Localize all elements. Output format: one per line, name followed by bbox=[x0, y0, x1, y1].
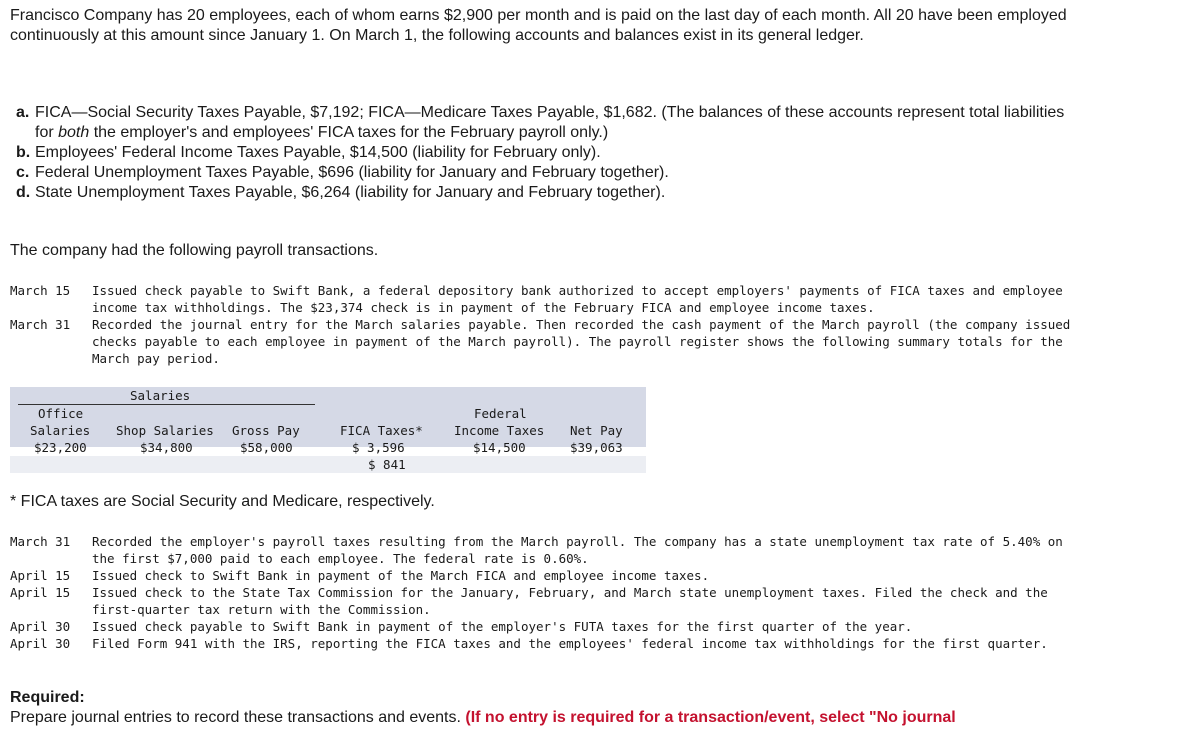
balance-item-a bbox=[16, 103, 1076, 143]
transaction-date: March 15 bbox=[10, 283, 71, 298]
federal-income-taxes-value: $14,500 bbox=[473, 440, 526, 455]
transactions-list-2 bbox=[10, 533, 1080, 652]
balance-item-b bbox=[16, 143, 1076, 163]
transactions-list-1 bbox=[10, 282, 1080, 367]
required-instruction-note: (If no entry is required for a transaction/event, select "No journal bbox=[465, 709, 956, 726]
transaction-row bbox=[10, 533, 1080, 567]
fica-medicare-value: $ 841 bbox=[368, 457, 406, 472]
table-header-band bbox=[10, 387, 646, 447]
col-shop-header: Shop Salaries bbox=[116, 423, 214, 438]
required-label: Required: bbox=[10, 689, 85, 706]
balance-item-d bbox=[16, 183, 1076, 203]
transaction-text: Recorded the employer's payroll taxes resulting from the March payroll. The company has a state unemployment tax rate of 5.40% on the first $7,000 paid to each employee. The federal rate is 0.60%. bbox=[92, 534, 1063, 566]
table-footnote: * FICA taxes are Social Security and Medicare, respectively. bbox=[10, 493, 435, 510]
transactions-intro: The company had the following payroll transactions. bbox=[10, 242, 379, 259]
item-text: Federal Unemployment Taxes Payable, $696 (liability for January and February together). bbox=[35, 164, 669, 181]
transaction-text: Issued check to Swift Bank in payment of the March FICA and employee income taxes. bbox=[92, 568, 710, 583]
col-office-header-2: Salaries bbox=[30, 423, 91, 438]
col-net-header: Net Pay bbox=[570, 423, 623, 438]
col-gross-header: Gross Pay bbox=[232, 423, 300, 438]
col-federal-header-2: Income Taxes bbox=[454, 423, 545, 438]
net-pay-value: $39,063 bbox=[570, 440, 623, 455]
transaction-date: April 15 bbox=[10, 568, 71, 583]
table-row-stripe bbox=[10, 456, 646, 473]
gross-pay-value: $58,000 bbox=[240, 440, 293, 455]
transaction-text: Issued check payable to Swift Bank, a federal depository bank authorized to accept employers' payments of FICA taxes and employee income tax withholdings. The $23,374 check is in payment of the February FICA and employee income taxes. bbox=[92, 283, 1063, 315]
transaction-text: Issued check to the State Tax Commission for the January, February, and March state unemployment taxes. Filed the check and the first-quarter tax return with the Commission. bbox=[92, 585, 1048, 617]
item-text-end: the employer's and employees' FICA taxes for the February payroll only.) bbox=[89, 124, 609, 141]
fica-social-security-value: $ 3,596 bbox=[352, 440, 405, 455]
office-salaries-value: $23,200 bbox=[34, 440, 87, 455]
shop-salaries-value: $34,800 bbox=[140, 440, 193, 455]
transaction-row bbox=[10, 316, 1080, 367]
payroll-summary-table bbox=[10, 387, 646, 473]
item-emphasis: both bbox=[58, 124, 90, 141]
transaction-row bbox=[10, 635, 1080, 652]
col-office-header-1: Office bbox=[38, 406, 84, 421]
salaries-group-header: Salaries bbox=[130, 388, 191, 403]
transaction-row bbox=[10, 282, 1080, 316]
required-text: Prepare journal entries to record these transactions and events. bbox=[10, 709, 466, 726]
col-fica-header: FICA Taxes* bbox=[340, 423, 423, 438]
intro-paragraph: Francisco Company has 20 employees, each of whom earns $2,900 per month and is paid on the last day of each month. All 20 have been employed continuously at this amount since January 1. On March 1, the following accounts and balances exist in its general ledger. bbox=[10, 7, 1067, 44]
item-text-start: FICA—Social Security Taxes Payable, $7,192; FICA—Medicare Taxes Payable, $1,682. (The balances of these accounts represent total liabilities for bbox=[35, 104, 1065, 141]
transaction-row bbox=[10, 584, 1080, 618]
transaction-row bbox=[10, 567, 1080, 584]
item-letter: a. bbox=[16, 104, 30, 121]
account-balances-list bbox=[16, 103, 1076, 203]
item-text: Employees' Federal Income Taxes Payable, $14,500 (liability for February only). bbox=[35, 144, 601, 161]
transaction-date: March 31 bbox=[10, 534, 71, 549]
transaction-text: Recorded the journal entry for the March salaries payable. Then recorded the cash payment of the March payroll (the company issued checks payable to each employee in payment of the March payroll). The payroll register shows the following summary totals for the March pay period. bbox=[92, 317, 1071, 366]
transaction-date: April 15 bbox=[10, 585, 71, 600]
transaction-date: April 30 bbox=[10, 619, 71, 634]
item-letter: c. bbox=[16, 164, 30, 181]
item-letter: d. bbox=[16, 184, 31, 201]
item-letter: b. bbox=[16, 144, 31, 161]
transaction-text: Filed Form 941 with the IRS, reporting the FICA taxes and the employees' federal income tax withholdings for the first quarter. bbox=[92, 636, 1048, 651]
transaction-text: Issued check payable to Swift Bank in payment of the employer's FUTA taxes for the first quarter of the year. bbox=[92, 619, 913, 634]
required-instructions bbox=[10, 708, 956, 728]
balance-item-c bbox=[16, 163, 1076, 183]
transaction-date: April 30 bbox=[10, 636, 71, 651]
item-text bbox=[35, 103, 1076, 143]
item-text: State Unemployment Taxes Payable, $6,264 (liability for January and February together). bbox=[35, 184, 666, 201]
col-federal-header-1: Federal bbox=[474, 406, 527, 421]
transaction-row bbox=[10, 618, 1080, 635]
transaction-date: March 31 bbox=[10, 317, 71, 332]
